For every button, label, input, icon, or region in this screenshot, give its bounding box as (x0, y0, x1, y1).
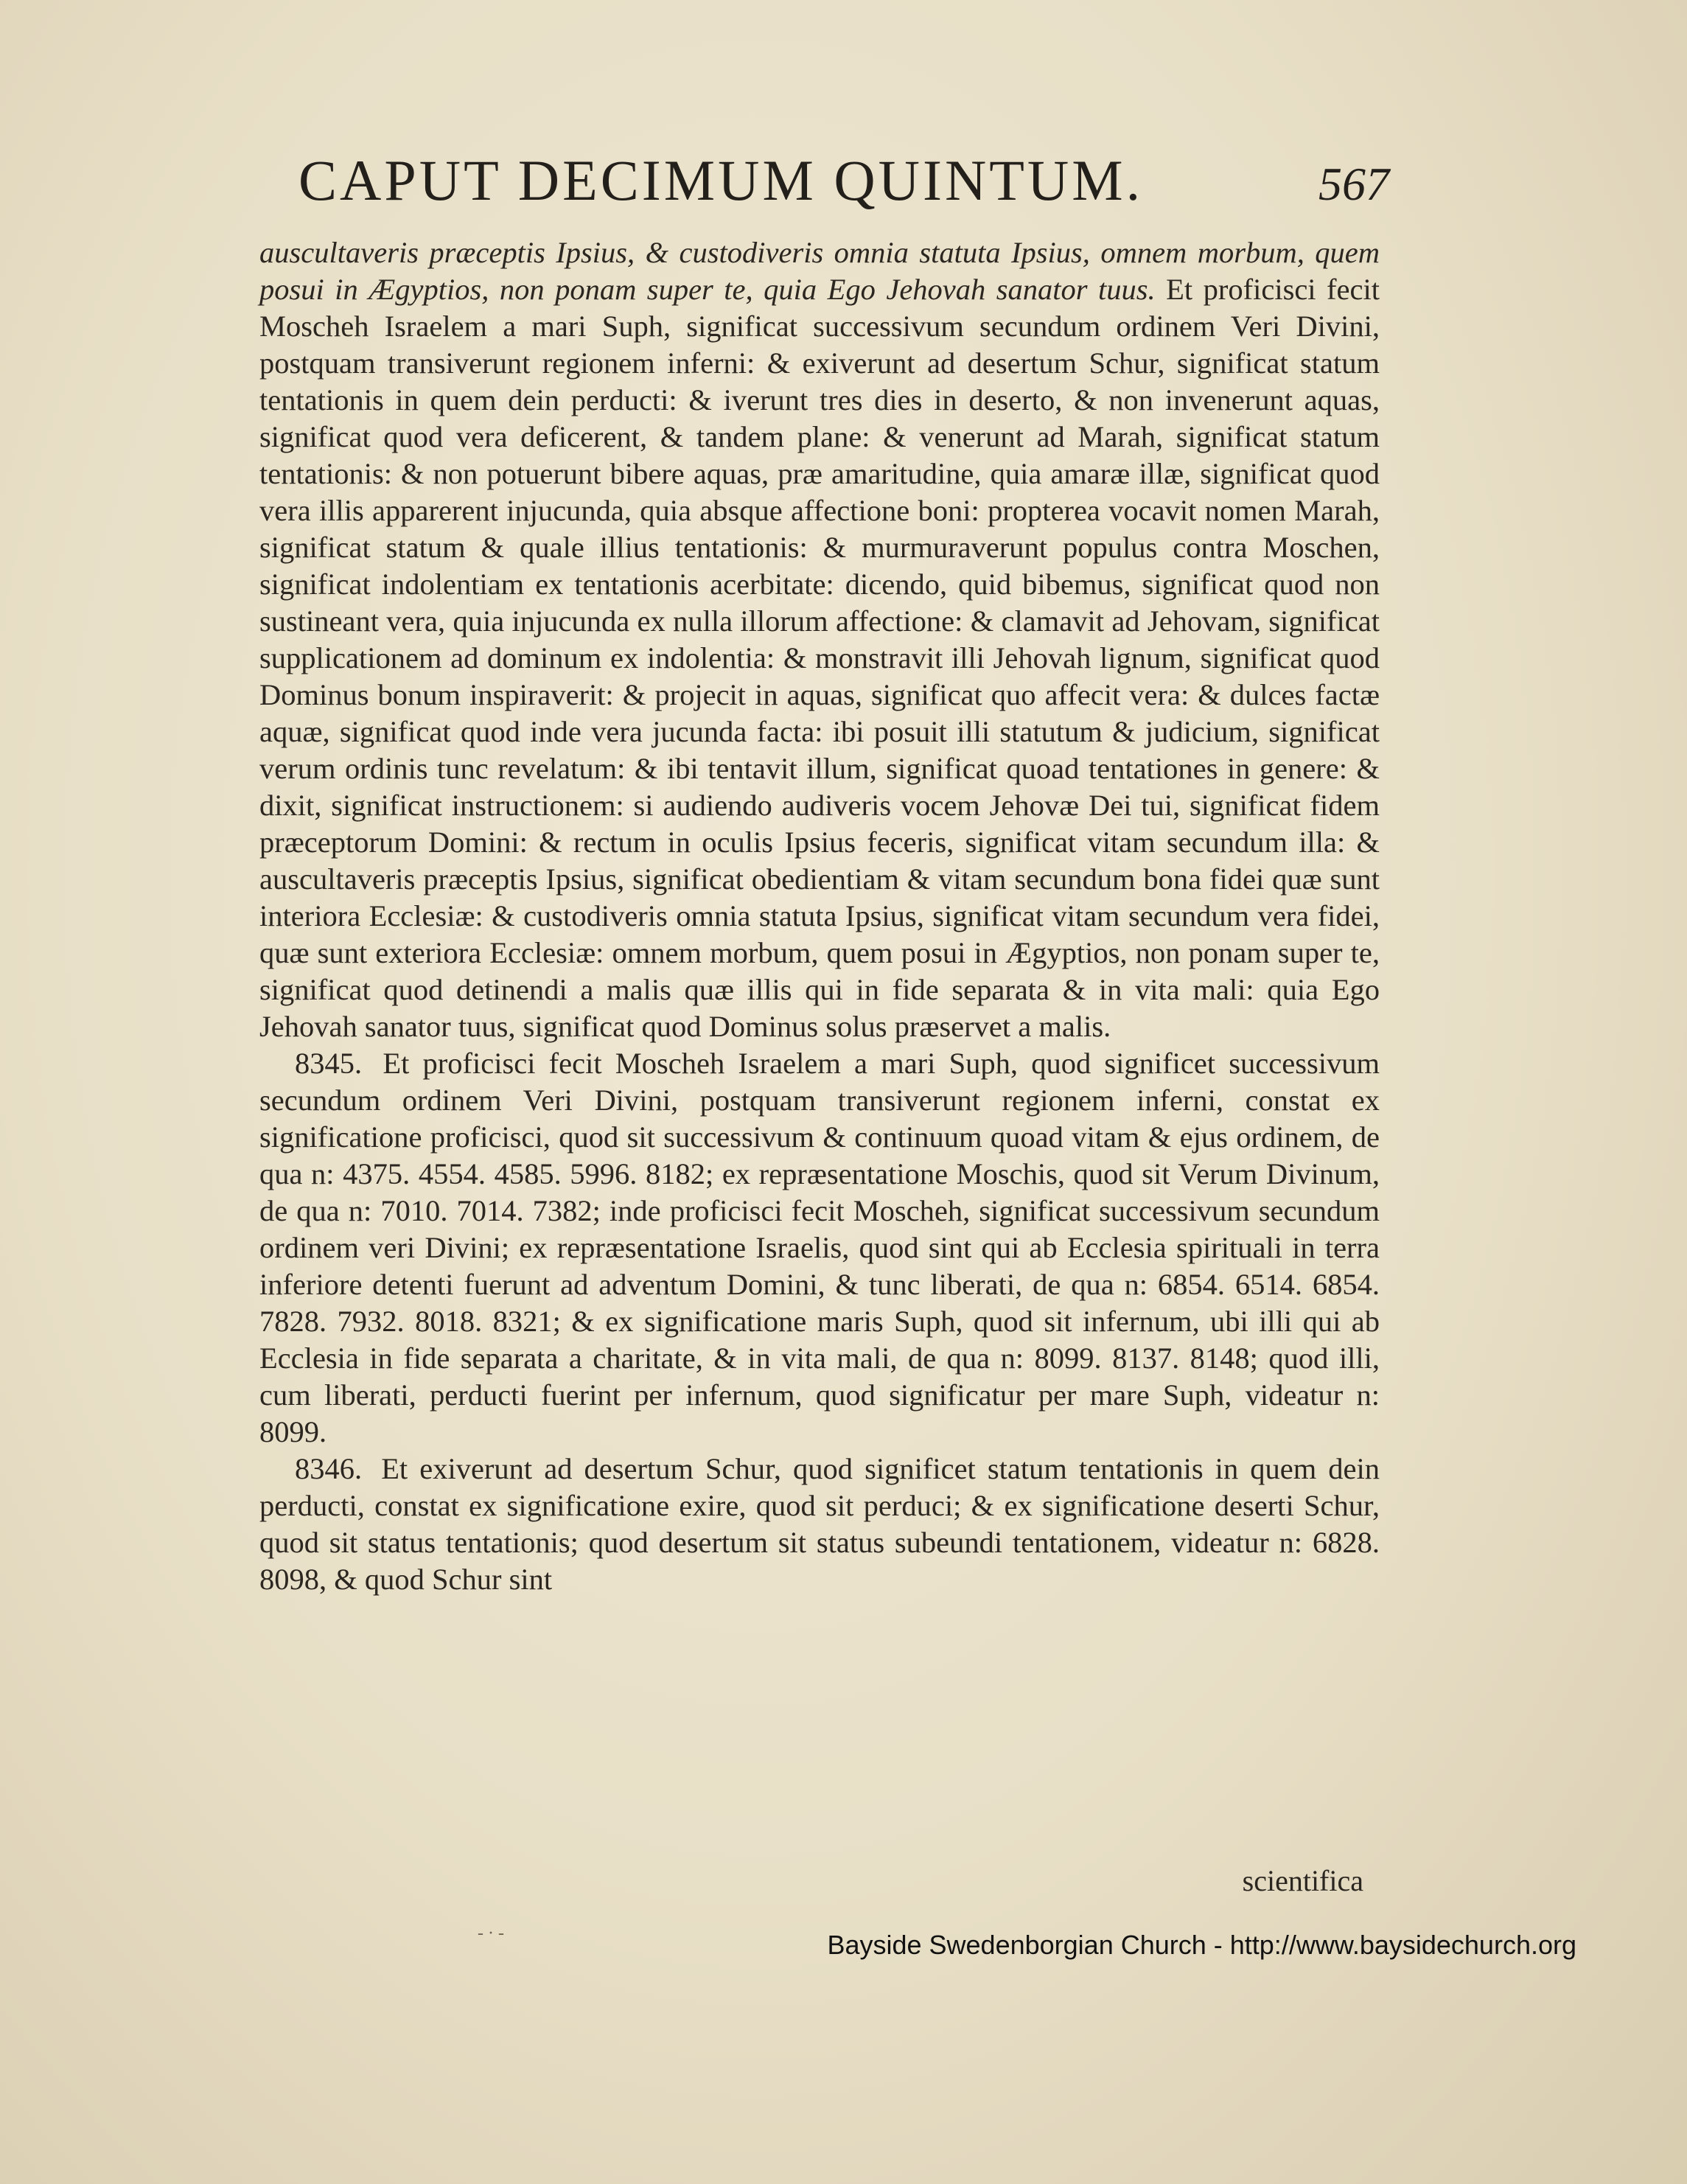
scripture-quote: auscultaveris præceptis Ipsius, & custodiveris omnia statuta Ipsius, omnem morbum, quem posui in Ægyptios, non ponam super te, quia Ego Jehovah sanator tuus. (259, 236, 1380, 306)
catchword: scientifica (1242, 1864, 1363, 1897)
page-number: 567 (1318, 158, 1389, 210)
paragraph-text: Et proficisci fecit Moscheh Israelem a mari Suph, quod significet successivum secundum ordinem Veri Divini, postquam transiverunt regionem inferni, constat ex significatione proficisci, quod sit successivum & continuum quoad vitam & ejus ordinem, de qua n: 4375. 4554. 4585. 5996. 8182; ex repræsentatione Moschis, quod sit Verum Divinum, de qua n: 7010. 7014. 7382; inde proficisci fecit Moscheh, significat successivum secundum ordinem veri Divini; ex repræsentatione Israelis, quod sint qui ab Ecclesia spirituali in terra inferiore detenti fuerunt ad adventum Domini, & tunc liberati, de qua n: 6854. 6514. 6854. 7828. 7932. 8018. 8321; & ex significatione maris Suph, quod sit infernum, ubi illi qui ab Ecclesia in fide separata a charitate, & in vita mali, de qua n: 8099. 8137. 8148; quod illi, cum liberati, perducti fuerint per infernum, quod significatur per mare Suph, videatur n: 8099. (259, 1047, 1380, 1448)
opening-paragraph (259, 234, 1380, 1045)
footer-credit: Bayside Swedenborgian Church - http://www.baysidechurch.org (827, 1930, 1576, 1960)
opening-summary: Et proficisci fecit Moscheh Israelem a mari Suph, significat successivum secundum ordinem Veri Divini, postquam transiverunt regionem inferni: & exiverunt ad desertum Schur, significat statum tentationis in quem dein perducti: & iverunt tres dies in deserto, & non invenerunt aquas, significat quod vera deficerent, & tandem plane: & venerunt ad Marah, significat statum tentationis: & non potuerunt bibere aquas, præ amaritudine, quia amaræ illæ, significat quod vera illis apparerent injucunda, quia absque affectione boni: propterea vocavit nomen Marah, significat statum & quale illius tentationis: & murmuraverunt populus contra Moschen, significat indolentiam ex tentationis acerbitate: dicendo, quid bibemus, significat quod non sustineant vera, quia injucunda ex nulla illorum affectione: & clamavit ad Jehovam, significat supplicationem ad dominum ex indolentia: & monstravit illi Jehovah lignum, significat quod Dominus bonum inspiraverit: & projecit in aquas, significat quo affecit vera: & dulces factæ aquæ, significat quod inde vera jucunda facta: ibi posuit illi statutum & judicium, significat verum ordinis tunc revelatum: & ibi tentavit illum, significat quoad tentationes in genere: & dixit, significat instructionem: si audiendo audiveris vocem Jehovæ Dei tui, significat fidem præceptorum Domini: & rectum in oculis Ipsius feceris, significat vitam secundum illa: & auscultaveris præceptis Ipsius, significat obedientiam & vitam secundum bona fidei quæ sunt interiora Ecclesiæ: & custodiveris omnia statuta Ipsius, significat vitam secundum vera fidei, quæ sunt exteriora Ecclesiæ: omnem morbum, quem posui in Ægyptios, non ponam super te, significat quod detinendi a malis quæ illis qui in fide separata & in vita mali: quia Ego Jehovah sanator tuus, significat quod Dominus solus præservet a malis. (259, 273, 1380, 1043)
paragraph-number: 8346. (295, 1452, 363, 1485)
ink-mark: - · - (478, 1924, 504, 1943)
paragraph-text: Et exiverunt ad desertum Schur, quod significet statum tentationis in quem dein perducti, constat ex significatione exire, quod sit perduci; & ex significatione deserti Schur, quod sit status tentationis; quod desertum sit status subeundi tentationem, videatur n: 6828. 8098, & quod Schur sint (259, 1452, 1380, 1596)
paragraph-8346 (259, 1451, 1380, 1598)
chapter-title: CAPUT DECIMUM QUINTUM. (298, 148, 1144, 212)
paragraph-number: 8345. (295, 1047, 363, 1080)
body-text (259, 234, 1380, 1598)
paragraph-8345 (259, 1045, 1380, 1451)
running-header (298, 147, 1389, 214)
